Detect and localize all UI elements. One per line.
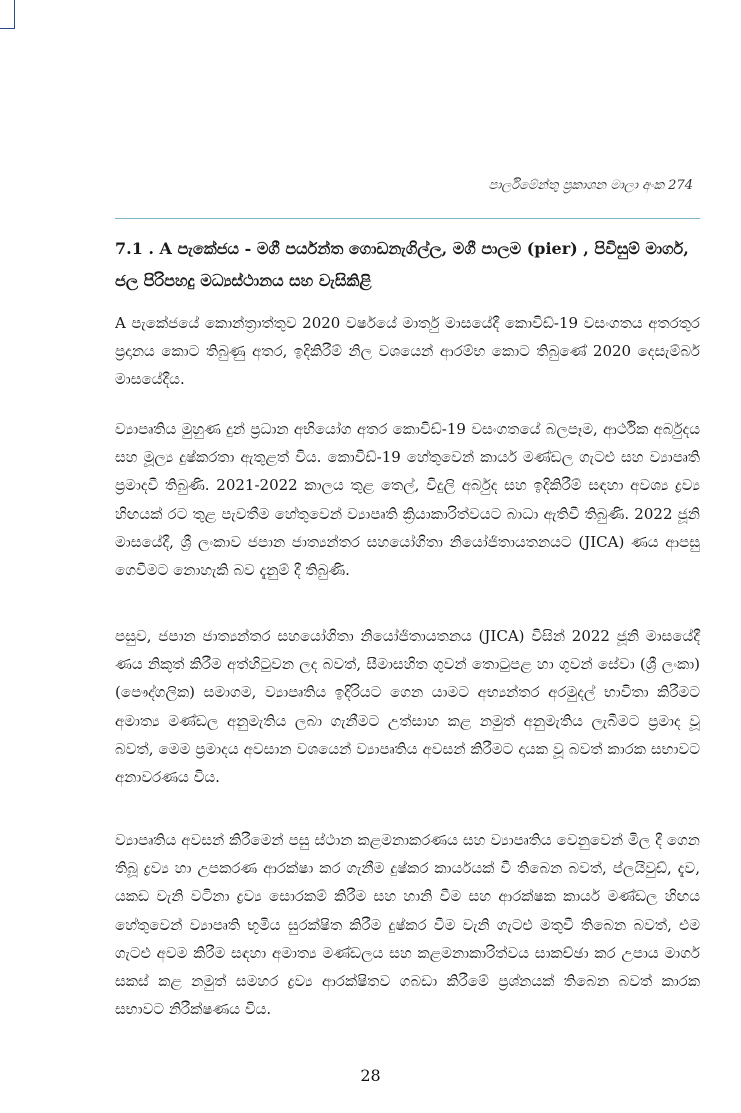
page-number: 28 (360, 1066, 381, 1085)
page-corner-mark (0, 0, 15, 29)
header-divider (115, 218, 700, 219)
paragraph-3: පසුව, ජපාන ජාත්‍යන්තර සහයෝගිතා නියෝජිතායතනය (JICA) විසින් 2022 ජූනි මාසයේදී ණය නිකුත් කිරීම අත්හිටුවන ලද බවත්, සීමාසහිත ගුවන් තොටුපළ හා ගුවන් සේවා (ශ්‍රී ලංකා) (පෞද්ගලික) සමාගම, ව්‍යාපෘතිය ඉදිරියට ගෙන යාමට අභ්‍යන්තර අරමුදල් භාවිතා කිරීමට අමාත්‍ය මණ්ඩල අනුමැතිය ලබා ගැනීමට උත්සාහ කළ නමුත් අනුමැතිය ලැබීමට ප්‍රමාද වූ බවත්, මෙම ප්‍රමාදය අවසාන වශයෙන් ව්‍යාපෘතිය අවසන් කිරීමට දායක වූ බවත් කාරක සභාවට අනාවරණය විය. (115, 627, 700, 787)
paragraph-4: ව්‍යාපෘතිය අවසන් කිරීමෙන් පසු ස්ථාන කළමනාකරණය සහ ව්‍යාපෘතිය වෙනුවෙන් මිල දී ගෙන තිබූ ද්‍රව්‍ය හා උපකරණ ආරක්ෂා කර ගැනීම දුෂ්කර කාර්යයක් වී තිබෙන බවත්, ප්ලයිවුඩ්, දැව, යකඩ වැනි වටිනා ද්‍රව්‍ය සොරකම් කිරීම සහ හානි වීම සහ ආරක්ෂක කාර්ය මණ්ඩල හිඟය හේතුවෙන් ව්‍යාපෘති භූමිය සුරක්ෂිත කිරීම දුෂ්කර වීම වැනි ගැටළු මතුවී තිබෙන බවත්, එම ගැටළු අවම කිරීම සඳහා අමාත්‍ය මණ්ඩලය සහ කළමනාකාරිත්වය සාකච්ඡා කර උපාය මාර්ග සකස් කළ නමුත් සමහර ද්‍රව්‍ය ආරක්ෂිතව ගබඩා කිරීමේ ප්‍රශ්නයක් තිබෙන බවත් කාරක සභාවට නිරීක්ෂණය විය. (115, 831, 700, 1019)
paragraph-2: ව්‍යාපෘතිය මුහුණ දුන් ප්‍රධාන අභියෝග අතර කොවිඩ්-19 වසංගතයේ බලපෑම, ආර්ථික අර්බුදය සහ මූල්‍ය දුෂ්කරතා ඇතුළත් විය. කොවිඩ්-19 හේතුවෙන් කාර්ය මණ්ඩල ගැටළු සහ ව්‍යාපෘති ප්‍රමාදවී තිබුණි. 2021-2022 කාලය තුළ තෙල්, විදුලි අර්බුද සහ ඉදිකිරීම් සඳහා අවශ්‍ය ද්‍රව්‍ය හිඟයක් රට තුළ පැවතීම හේතුවෙන් ව්‍යාපෘති ක්‍රියාකාරිත්වයට බාධා ඇතිවී තිබුණි. 2022 ජූනි මාසයේදී, ශ්‍රී ලංකාව ජපාන ජාත්‍යන්තර සහයෝගිතා නියෝජිතායතනයට (JICA) ණය ආපසු ගෙවීමට නොහැකි බව දැනුම් දී තිබුණි. (115, 420, 700, 580)
section-heading: 7.1 . A පැකේජය - මගී පර්යන්ත ගොඩනැගිල්ල, මගී පාලම (pier) , පිවිසුම් මාර්ග, ජල පිරිපහදු මධ්‍යස්ථානය සහ වැසිකිළි (115, 239, 689, 290)
paragraph-1: A පැකේජයේ කොන්ත්‍රාත්තුව 2020 වර්ෂයේ මාර්තු මාසයේදී කොවිඩ්-19 වසංගතය අතරතුර ප්‍රදානය කොට තිබුණු අතර, ඉදිකිරීම් නිල වශයෙන් ආරම්භ කොට තිබුණේ 2020 දෙසැම්බර් මාසයේදීය. (115, 314, 700, 389)
running-header: පාර්ලිමේන්තු ප්‍රකාශන මාලා අංක 274 (488, 178, 693, 193)
